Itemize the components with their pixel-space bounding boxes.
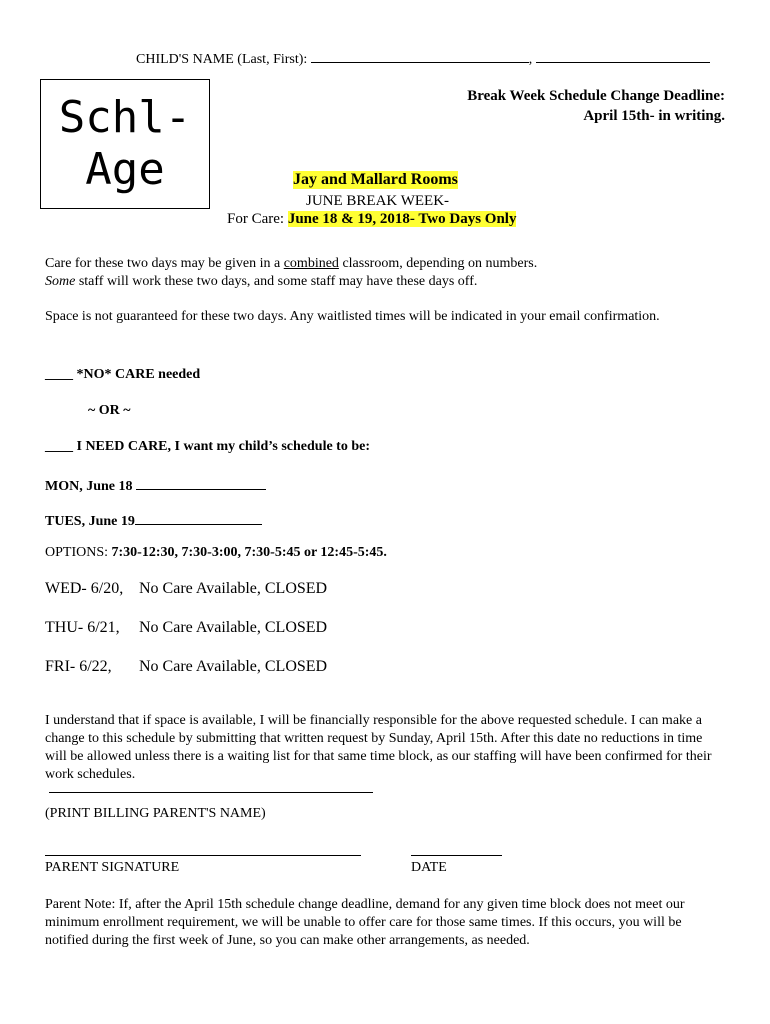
billing-name-field[interactable] — [49, 792, 373, 793]
deadline-title: Break Week Schedule Change Deadline: — [467, 88, 725, 104]
child-first-name-field[interactable] — [536, 48, 710, 63]
logo-line-1: Schl- — [58, 92, 192, 143]
date-field[interactable] — [411, 855, 502, 856]
p1-underlined-word: combined — [283, 256, 339, 271]
for-care-label: For Care: — [227, 211, 285, 227]
p1-text-start: Care for these two days may be given in a — [45, 256, 284, 271]
closed-day-label: WED- 6/20, — [45, 580, 124, 597]
for-care-row — [227, 211, 516, 228]
p1-text-end: classroom, depending on numbers. — [338, 256, 538, 271]
deadline-date: April 15th- in writing. — [583, 108, 725, 124]
no-care-option[interactable]: ____ *NO* CARE needed — [45, 367, 201, 382]
or-divider: ~ OR ~ — [88, 403, 131, 418]
deadline-notice — [467, 86, 725, 126]
p1-italic-word: Some — [45, 274, 76, 289]
closed-day-label: FRI- 6/22, — [45, 658, 112, 675]
tuesday-schedule-field[interactable] — [135, 510, 262, 525]
closed-day-status: No Care Available, CLOSED — [139, 619, 328, 636]
tuesday-row — [45, 510, 262, 530]
space-not-guaranteed-paragraph: Space is not guaranteed for these two days. Any waitlisted times will be indicated in your email confirmation. — [45, 309, 660, 324]
closed-day-label: THU- 6/21, — [45, 619, 120, 636]
options-row — [45, 545, 387, 561]
combined-classroom-paragraph — [45, 255, 537, 291]
for-care-dates: June 18 & 19, 2018- Two Days Only — [287, 211, 517, 227]
closed-day-status: No Care Available, CLOSED — [139, 658, 328, 675]
closed-day-status: No Care Available, CLOSED — [139, 580, 328, 597]
monday-schedule-field[interactable] — [136, 475, 266, 490]
parent-signature-field[interactable] — [45, 855, 361, 856]
need-care-option[interactable]: ____ I NEED CARE, I want my child’s schedule to be: — [45, 439, 371, 454]
closed-day-row — [45, 580, 327, 598]
parent-signature-label: PARENT SIGNATURE — [45, 860, 180, 875]
closed-day-row — [45, 658, 327, 676]
child-name-row — [136, 48, 710, 68]
billing-name-label: (PRINT BILLING PARENT'S NAME) — [45, 806, 266, 821]
parent-note-paragraph: Parent Note: If, after the April 15th schedule change deadline, demand for any given time block does not meet our minimum enrollment requirement, we will be unable to offer care for those same times. If this occurs, you will be notified during the first week of June, so you can make other arrangements, as needed. — [45, 897, 685, 948]
tuesday-label: TUES, June 19 — [45, 514, 135, 529]
monday-row — [45, 475, 266, 495]
options-label: OPTIONS: — [45, 545, 109, 560]
options-values: 7:30-12:30, 7:30-3:00, 7:30-5:45 or 12:45-5:45. — [111, 545, 387, 560]
logo-line-2: Age — [85, 144, 165, 195]
name-separator: , — [528, 52, 533, 67]
closed-day-row — [45, 619, 327, 637]
p1-line-2: staff will work these two days, and some staff may have these days off. — [75, 274, 478, 289]
rooms-title: Jay and Mallard Rooms — [293, 171, 458, 188]
monday-label: MON, June 18 — [45, 479, 133, 494]
date-label: DATE — [411, 860, 447, 875]
school-age-logo — [40, 79, 210, 209]
financial-agreement-paragraph: I understand that if space is available, I will be financially responsible for the above requested schedule. I can make a change to this schedule by submitting that written request by Sunday, April 15th. After this date no reductions in time will be allowed unless there is a waiting list for that same time block, as our staffing will have been confirmed for their work schedules. — [45, 713, 712, 782]
child-last-name-field[interactable] — [311, 48, 529, 63]
child-name-label: CHILD'S NAME (Last, First): — [136, 52, 308, 67]
break-week-label: JUNE BREAK WEEK- — [306, 193, 450, 209]
